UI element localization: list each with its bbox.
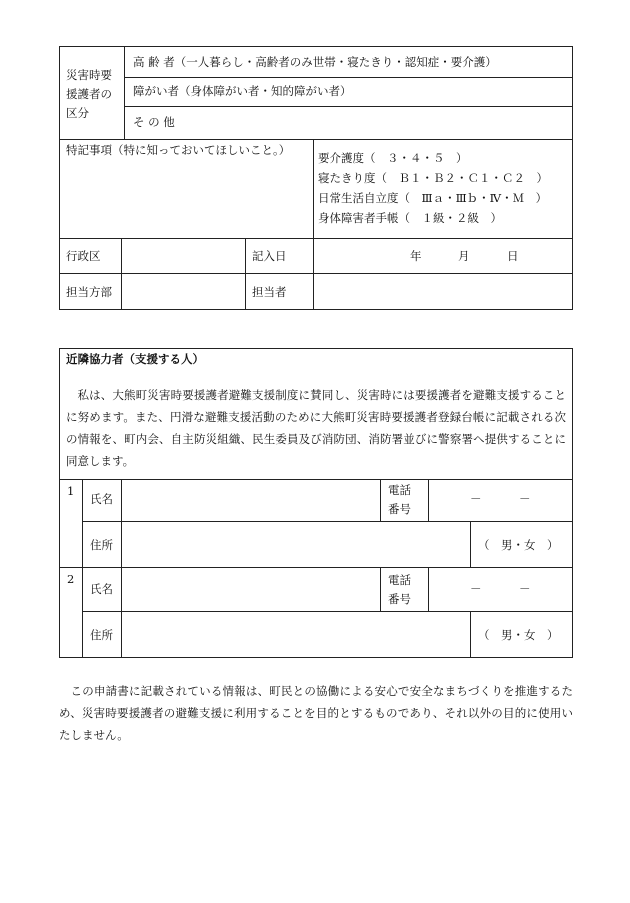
date-label: 記入日 — [252, 249, 287, 263]
helpers-number-column — [82, 479, 83, 658]
phone-label-column — [380, 567, 381, 611]
helper-address-label: 住所 — [90, 538, 113, 552]
phone-value-column — [428, 479, 429, 521]
bedridden-level-item[interactable]: 寝たきり度（ Ｂ１・Ｂ２・Ｃ１・Ｃ２ ） — [318, 171, 548, 185]
admin-divider — [121, 238, 122, 310]
helper-name-label: 氏名 — [90, 492, 113, 506]
notes-field[interactable] — [66, 165, 306, 231]
helper-phone-label: 電話 — [388, 483, 411, 497]
date-year-label[interactable]: 年 — [410, 249, 422, 263]
helper-gender-select[interactable]: （ 男・女 ） — [478, 538, 559, 552]
notes-divider — [313, 139, 314, 310]
gender-column — [470, 521, 471, 567]
helper-address-label: 住所 — [90, 628, 113, 642]
helper-phone-dash[interactable]: － — [519, 582, 531, 596]
dept-field[interactable] — [125, 277, 241, 305]
admin-row-line — [59, 273, 573, 274]
helpers-header-line — [59, 479, 573, 480]
district-field[interactable] — [125, 242, 241, 270]
helpers-label-column — [121, 479, 122, 658]
helpers-divider-line — [59, 567, 573, 568]
helper-phone-dash[interactable]: － — [470, 492, 482, 506]
category-divider — [124, 46, 125, 139]
helper-name-field[interactable] — [125, 483, 375, 517]
gender-column — [470, 611, 471, 658]
phone-value-column — [428, 567, 429, 611]
disability-handbook-item[interactable]: 身体障害者手帳（ １級・２級 ） — [318, 211, 502, 225]
category-option-disabled[interactable]: 障がい者（身体障がい者・知的障がい者） — [133, 84, 352, 98]
helper-row-line — [82, 611, 573, 612]
category-label-line: 援護者の — [66, 87, 112, 101]
category-option-elderly[interactable]: 高 齢 者（一人暮らし・高齢者のみ世帯・寝たきり・認知症・要介護） — [133, 55, 497, 69]
consent-text: 私は、大熊町災害時要援護者避難支援制度に賛同し、災害時には要援護者を避難支援することに努めます。また、円滑な避難支援活動のために大熊町災害時要援護者登録台帳に記載される次の情報を、町内会、自主防災組織、民生委員及び消防団、消防署並びに警察署へ提供することに同意します。 — [66, 388, 566, 468]
person-field[interactable] — [318, 277, 568, 305]
helper-number: 1 — [67, 484, 75, 498]
care-level-item[interactable]: 要介護度（ ３・４・５ ） — [318, 151, 468, 165]
date-month-label[interactable]: 月 — [458, 249, 470, 263]
category-row-line — [124, 106, 573, 107]
date-day-label[interactable]: 日 — [507, 249, 519, 263]
helper-address-field[interactable] — [125, 615, 465, 653]
dept-label: 担当方部 — [66, 285, 112, 299]
independence-level-item[interactable]: 日常生活自立度（ Ⅲａ・Ⅲｂ・Ⅳ・Ｍ ） — [318, 191, 548, 205]
helper-gender-select[interactable]: （ 男・女 ） — [478, 628, 559, 642]
helper-number: 2 — [67, 572, 75, 586]
district-label: 行政区 — [66, 249, 101, 263]
helper-phone-label: 番号 — [388, 502, 411, 516]
helper-address-field[interactable] — [125, 525, 465, 563]
helper-phone-dash[interactable]: － — [519, 492, 531, 506]
person-label: 担当者 — [252, 285, 287, 299]
category-option-other[interactable]: そ の 他 — [133, 115, 175, 129]
category-label-line: 区分 — [66, 106, 89, 120]
helpers-title: 近隣協力者（支援する人） — [66, 352, 204, 366]
helper-phone-label: 電話 — [388, 573, 411, 587]
admin-divider — [245, 238, 246, 310]
helper-phone-label: 番号 — [388, 592, 411, 606]
privacy-notice: この申請書に記載されている情報は、町民との協働による安心で安全なまちづくりを推進するため、災害時要援護者の避難支援に利用することを目的とするものであり、それ以外の目的に使用いたしません。 — [59, 684, 573, 742]
helper-row-line — [82, 521, 573, 522]
phone-label-column — [380, 479, 381, 521]
helper-phone-dash[interactable]: － — [470, 582, 482, 596]
category-label-line: 災害時要 — [66, 68, 112, 82]
category-row-line — [124, 77, 573, 78]
category-bottom-line — [59, 139, 573, 140]
helper-name-field[interactable] — [125, 571, 375, 607]
notes-bottom-line — [59, 238, 573, 239]
notes-label: 特記事項（特に知っておいてほしいこと。） — [66, 143, 291, 157]
helper-name-label: 氏名 — [90, 582, 113, 596]
